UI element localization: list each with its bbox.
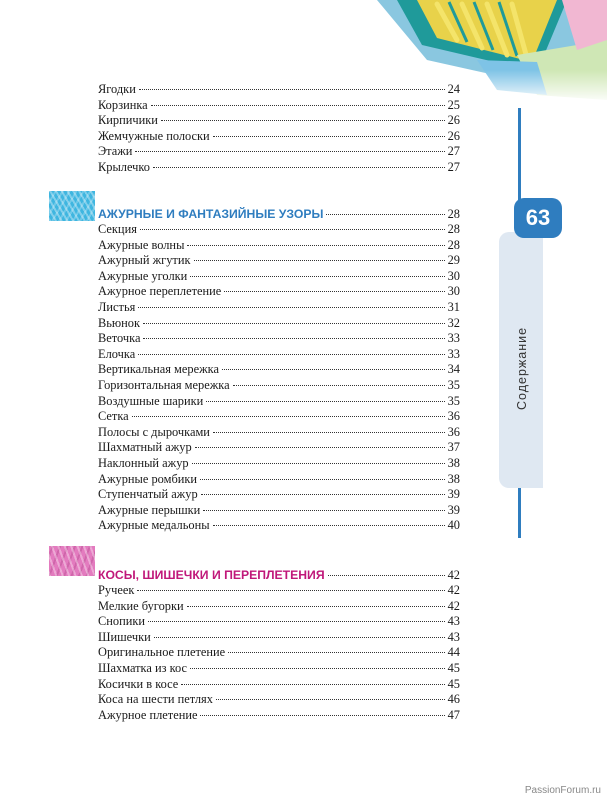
toc-page: 24 [447, 82, 460, 96]
toc-page: 33 [447, 346, 460, 361]
leader-dots [139, 89, 445, 90]
toc-title: Мелкие бугорки [98, 598, 184, 613]
toc-page: 35 [447, 377, 460, 392]
cable-swatch-image [49, 546, 95, 576]
leader-dots [143, 338, 444, 339]
leader-dots [143, 323, 445, 324]
leader-dots [138, 307, 444, 308]
leader-dots [222, 369, 445, 370]
toc-title: Этажи [98, 144, 133, 159]
toc-title: Кирпичики [98, 113, 158, 128]
toc-page: 42 [447, 583, 460, 597]
toc-page: 45 [447, 660, 460, 675]
toc-title: Веточка [98, 331, 141, 346]
lace-swatch-image [49, 191, 95, 221]
toc-row[interactable] [98, 269, 460, 285]
toc-row[interactable] [98, 677, 460, 693]
toc-title: Жемчужные полоски [98, 128, 210, 143]
leader-dots [326, 214, 444, 215]
toc-title: Вертикальная мережка [98, 362, 219, 377]
toc-page: 47 [447, 707, 460, 722]
toc-title: Коса на шести петлях [98, 692, 213, 707]
toc-page: 33 [447, 331, 460, 346]
toc-page: 26 [447, 128, 460, 143]
toc-page: 28 [447, 237, 460, 252]
side-label-contents: Содержание [515, 326, 529, 410]
toc-row[interactable] [98, 583, 460, 599]
toc-title: Ажурные медальоны [98, 518, 210, 533]
toc-row[interactable] [98, 238, 460, 254]
leader-dots [213, 525, 445, 526]
section-title: КОСЫ, ШИШЕЧКИ И ПЕРЕПЛЕТЕНИЯ [98, 568, 325, 582]
toc-page: 37 [447, 440, 460, 455]
toc-title: Корзинка [98, 97, 148, 112]
leader-dots [151, 105, 445, 106]
toc-title: Полосы с дырочками [98, 424, 210, 439]
leader-dots [200, 479, 445, 480]
toc-row[interactable] [98, 222, 460, 238]
section-heading-lace[interactable] [98, 206, 460, 222]
leader-dots [190, 668, 445, 669]
toc-title: Секция [98, 222, 137, 236]
leader-dots [195, 447, 445, 448]
toc-row[interactable] [98, 409, 460, 425]
toc-page: 26 [447, 113, 460, 128]
section-heading-cables[interactable] [98, 567, 460, 583]
toc-page: 46 [447, 692, 460, 707]
toc-row[interactable] [98, 472, 460, 488]
toc-row[interactable] [98, 394, 460, 410]
toc-title: Шахматка из кос [98, 660, 187, 675]
toc-title: Ягодки [98, 82, 136, 96]
toc-title: Шахматный ажур [98, 440, 192, 455]
toc-page: 42 [447, 598, 460, 613]
toc-page: 31 [447, 299, 460, 314]
section-page: 42 [447, 568, 460, 582]
leader-dots [137, 590, 444, 591]
toc-row-etazhi[interactable] [98, 144, 460, 160]
toc-row[interactable] [98, 518, 460, 534]
leader-dots [203, 510, 444, 511]
toc-row[interactable] [98, 362, 460, 378]
toc-page: 30 [447, 268, 460, 283]
leader-dots [148, 621, 445, 622]
section-title: АЖУРНЫЕ И ФАНТАЗИЙНЫЕ УЗОРЫ [98, 207, 324, 221]
toc-row[interactable] [98, 503, 460, 519]
toc-row[interactable] [98, 456, 460, 472]
toc-page: 28 [447, 222, 460, 236]
toc-page: 27 [447, 144, 460, 159]
toc-row[interactable] [98, 347, 460, 363]
toc-title: Ажурное плетение [98, 707, 198, 722]
toc-title: Шишечки [98, 629, 151, 644]
toc-page: 34 [447, 362, 460, 377]
toc-title: Наклонный ажур [98, 455, 189, 470]
toc-row[interactable] [98, 614, 460, 630]
toc-page: 38 [447, 455, 460, 470]
watermark: PassionForum.ru [524, 785, 601, 796]
leader-dots [206, 401, 444, 402]
leader-dots [190, 276, 444, 277]
leader-dots [161, 120, 445, 121]
toc-row[interactable] [98, 284, 460, 300]
toc-title: Оригинальное плетение [98, 645, 226, 660]
toc-row[interactable] [98, 487, 460, 503]
toc-page: 25 [447, 97, 460, 112]
toc-row-krylechko[interactable] [98, 160, 460, 176]
toc-group-lace [98, 222, 460, 534]
toc-row[interactable] [98, 378, 460, 394]
toc-page: 35 [447, 393, 460, 408]
toc-page: 32 [447, 315, 460, 330]
toc-row[interactable] [98, 300, 460, 316]
leader-dots [187, 606, 445, 607]
toc-row-kirpichiki[interactable] [98, 113, 460, 129]
toc-title: Ручеек [98, 583, 135, 597]
toc-row[interactable] [98, 661, 460, 677]
toc-page: 44 [447, 645, 460, 660]
leader-dots [135, 151, 444, 152]
toc-row[interactable] [98, 630, 460, 646]
toc-row[interactable] [98, 440, 460, 456]
toc-title: Елочка [98, 346, 136, 361]
toc-title: Ажурное переплетение [98, 284, 222, 299]
toc-row[interactable] [98, 599, 460, 615]
toc-title: Ажурные перышки [98, 502, 201, 517]
toc-page: 30 [447, 284, 460, 299]
leader-dots [153, 167, 445, 168]
toc-page: 43 [447, 629, 460, 644]
toc-page: 40 [447, 518, 460, 533]
section-page: 28 [447, 207, 460, 221]
toc-title: Ажурные уголки [98, 268, 188, 283]
leader-dots [328, 575, 445, 576]
leader-dots [224, 291, 444, 292]
toc-page: 39 [447, 487, 460, 502]
toc-group-cables [98, 583, 460, 723]
toc-title: Воздушные шарики [98, 393, 204, 408]
toc-page: 36 [447, 424, 460, 439]
toc-page: 45 [447, 676, 460, 691]
leader-dots [154, 637, 445, 638]
toc-title: Ажурные ромбики [98, 471, 198, 486]
toc-row-zhemchuzhnye[interactable] [98, 129, 460, 145]
leader-dots [216, 699, 445, 700]
toc-row[interactable] [98, 692, 460, 708]
toc-row[interactable] [98, 331, 460, 347]
toc-row-yagodki[interactable] [98, 82, 460, 98]
toc-page: 39 [447, 502, 460, 517]
toc-page: 43 [447, 614, 460, 629]
toc-page: 29 [447, 253, 460, 268]
leader-dots [132, 416, 445, 417]
leader-dots [181, 684, 444, 685]
toc-row[interactable] [98, 425, 460, 441]
toc-group-1 [98, 82, 460, 176]
toc-row-korzinka[interactable] [98, 98, 460, 114]
leader-dots [138, 354, 444, 355]
leader-dots [194, 260, 445, 261]
toc-row[interactable] [98, 645, 460, 661]
leader-dots [233, 385, 445, 386]
toc-title: Сетка [98, 409, 129, 424]
toc-title: Листья [98, 299, 136, 314]
toc-title: Ажурные волны [98, 237, 185, 252]
toc-row[interactable] [98, 316, 460, 332]
leader-dots [213, 136, 445, 137]
page-number-badge: 63 [514, 198, 562, 238]
toc-row[interactable] [98, 253, 460, 269]
leader-dots [201, 494, 445, 495]
leader-dots [200, 715, 444, 716]
leader-dots [213, 432, 445, 433]
leader-dots [228, 652, 444, 653]
toc-page: 36 [447, 409, 460, 424]
toc-title: Крылечко [98, 159, 150, 174]
toc-title: Ступенчатый ажур [98, 487, 198, 502]
toc-page: 27 [447, 159, 460, 174]
toc-title: Снопики [98, 614, 146, 629]
toc-title: Горизонтальная мережка [98, 377, 230, 392]
toc-row[interactable] [98, 708, 460, 724]
toc-page: 38 [447, 471, 460, 486]
leader-dots [192, 463, 445, 464]
toc-title: Косички в косе [98, 676, 179, 691]
toc-title: Ажурный жгутик [98, 253, 191, 268]
leader-dots [187, 245, 444, 246]
toc-title: Вьюнок [98, 315, 141, 330]
leader-dots [140, 229, 445, 230]
